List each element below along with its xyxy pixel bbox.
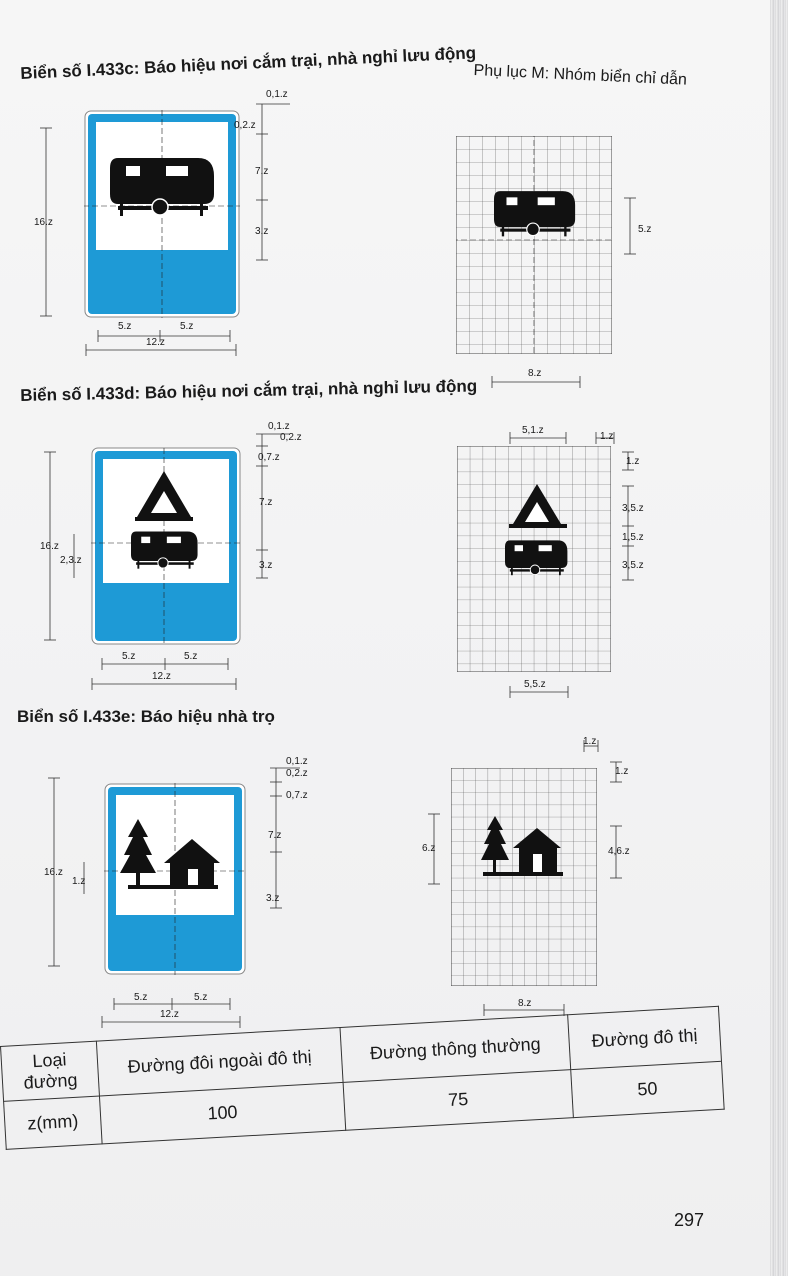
caravan-icon <box>131 532 198 569</box>
dim-label: 16.z <box>34 217 53 228</box>
caravan-icon <box>505 540 567 575</box>
page-edge <box>770 0 788 1276</box>
dim-label: 5,5.z <box>524 679 546 690</box>
dim-label: 5.z <box>134 992 148 1003</box>
section-title-i433d: Biển số I.433d: Báo hiệu nơi cắm trại, nhà nghỉ lưu động <box>20 376 478 405</box>
dim-label: 2,3.z <box>60 555 82 566</box>
dim-label: 5,1.z <box>522 425 544 436</box>
dim-label: 1.z <box>615 766 629 777</box>
dim-label: 0,1.z <box>268 421 290 432</box>
dim-label: 3.z <box>255 226 269 237</box>
dim-label: 16.z <box>44 867 63 878</box>
section-title-i433e: Biển số I.433e: Báo hiệu nhà trọ <box>17 707 275 726</box>
dim-label: 8.z <box>528 368 542 379</box>
dim-label: 5.z <box>118 321 132 332</box>
table-header-z: z(mm) <box>4 1096 103 1149</box>
sign-i433c <box>84 110 240 318</box>
dim-label: 4,6.z <box>608 846 630 857</box>
dim-label: 1.z <box>72 876 86 887</box>
dim-label: 7.z <box>259 497 273 508</box>
table-col-outside-urban: Đường đôi ngoài đô thị <box>96 1028 343 1097</box>
dim-label: 3.z <box>259 560 273 571</box>
dim-label: 3,5.z <box>622 560 644 571</box>
dim-label: 5.z <box>194 992 208 1003</box>
dim-label: 6.z <box>422 843 436 854</box>
dim-label: 1.z <box>626 456 640 467</box>
caravan-icon <box>494 191 575 236</box>
appendix-header: Phụ lục M: Nhóm biển chỉ dẫn <box>473 62 688 89</box>
dim-label: 0,2.z <box>234 120 256 131</box>
dim-label: 5.z <box>122 651 136 662</box>
dim-label: 0,1.z <box>266 89 288 100</box>
dim-label: 3,5.z <box>622 503 644 514</box>
section-title-i433c: Biển số I.433c: Báo hiệu nơi cắm trại, nhà nghỉ lưu động <box>20 43 477 83</box>
dim-label: 7.z <box>268 830 282 841</box>
table-col-normal-road: Đường thông thường <box>340 1015 571 1083</box>
dim-label: 0,2.z <box>286 768 308 779</box>
dim-label: 7.z <box>255 166 269 177</box>
dim-label: 5.z <box>638 224 652 235</box>
dim-label: 12.z <box>152 671 171 682</box>
grid-i433d <box>457 446 611 672</box>
sign-i433e <box>104 783 246 975</box>
caravan-icon <box>110 158 214 216</box>
table-col-urban-road: Đường đô thị <box>568 1006 722 1069</box>
table-header-road-type: Loại đường <box>1 1041 100 1101</box>
table-value-normal-road: 75 <box>343 1070 573 1131</box>
dim-label: 1.z <box>583 736 597 747</box>
dim-label: 0,7.z <box>286 790 308 801</box>
dim-label: 8.z <box>518 998 532 1009</box>
dim-label: 5.z <box>184 651 198 662</box>
grid-i433e <box>451 768 597 986</box>
sign-i433d <box>91 447 241 645</box>
page-number: 297 <box>674 1210 705 1230</box>
dim-label: 1.z <box>600 431 614 442</box>
dim-label: 12.z <box>160 1009 179 1020</box>
dim-label: 0,2.z <box>280 432 302 443</box>
dim-label: 1,5.z <box>622 532 644 543</box>
grid-i433c <box>456 136 612 354</box>
dim-label: 5.z <box>180 321 194 332</box>
dim-label: 12.z <box>146 337 165 348</box>
dim-label: 16.z <box>40 541 59 552</box>
dim-label: 3.z <box>266 893 280 904</box>
dim-label: 0,7.z <box>258 452 280 463</box>
table-value-outside-urban: 100 <box>99 1082 345 1144</box>
table-value-urban-road: 50 <box>571 1061 724 1117</box>
dim-label: 0,1.z <box>286 756 308 767</box>
